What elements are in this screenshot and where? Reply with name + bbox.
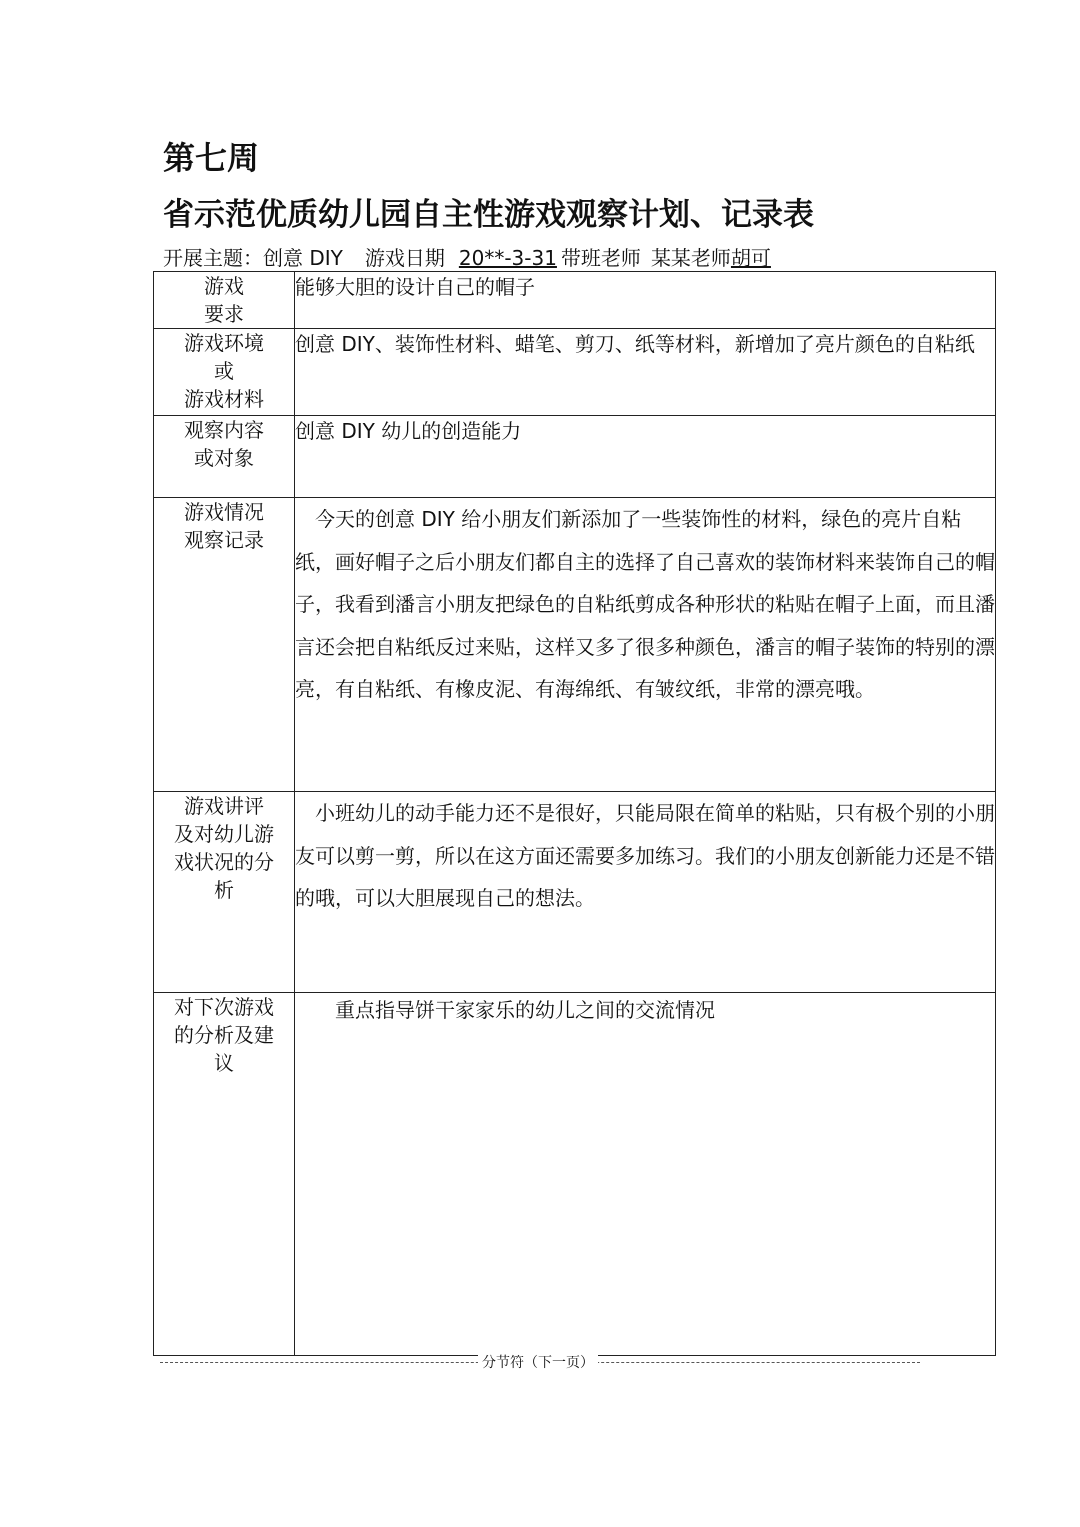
info-line (163, 244, 771, 272)
observation-table (153, 271, 996, 1356)
row-label (154, 792, 295, 993)
teacher-name-underlined: 胡可 (730, 246, 771, 270)
section-break-label: 分节符（下一页） (478, 1354, 598, 1372)
content-text: 能够大胆的设计自己的帽子 (295, 275, 535, 299)
label-text: 对下次游戏 的分析及建 议 (174, 995, 274, 1075)
table-row (154, 792, 996, 993)
table-row (154, 993, 996, 1356)
row-label (154, 329, 295, 416)
label-text: 游戏情况 观察记录 (184, 500, 264, 552)
label-text: 观察内容 或对象 (184, 418, 264, 470)
row-content (295, 993, 996, 1356)
row-content (295, 272, 996, 329)
row-label (154, 993, 295, 1356)
row-content (295, 329, 996, 416)
row-label (154, 416, 295, 498)
row-content (295, 416, 996, 498)
theme-label: 开展主题：创意 DIY (163, 246, 343, 270)
document-title: 省示范优质幼儿园自主性游戏观察计划、记录表 (163, 197, 814, 233)
table-row (154, 416, 996, 498)
content-text: 重点指导饼干家家乐的幼儿之间的交流情况 (335, 998, 715, 1022)
date-label: 游戏日期 (364, 246, 445, 270)
content-text: 小班幼儿的动手能力还不是很好，只能局限在简单的粘贴，只有极个别的小朋友可以剪一剪，所以在这方面还需要多加练习。我们的小朋友创新能力还是不错的哦，可以大胆展现自己的想法。 (295, 801, 995, 910)
row-label (154, 498, 295, 792)
week-heading: 第七周 (163, 139, 260, 177)
teacher-label: 带班老师 (560, 246, 641, 270)
row-content (295, 792, 996, 993)
date-value: 20**-3-31 (458, 246, 557, 270)
teacher-value: 某某老师 (650, 246, 731, 270)
row-label (154, 272, 295, 329)
label-text: 游戏讲评 及对幼儿游 戏状况的分 析 (174, 794, 274, 902)
label-text: 游戏环境 或 游戏材料 (184, 331, 264, 411)
content-text: 创意 DIY、装饰性材料、蜡笔、剪刀、纸等材料，新增加了亮片颜色的自粘纸 (295, 332, 975, 356)
table-row (154, 272, 996, 329)
content-text: 创意 DIY 幼儿的创造能力 (295, 419, 522, 443)
table-row (154, 329, 996, 416)
table-row (154, 498, 996, 792)
row-content (295, 498, 996, 792)
label-text: 游戏 要求 (204, 274, 244, 326)
content-text: 今天的创意 DIY 给小朋友们新添加了一些装饰性的材料，绿色的亮片自粘纸，画好帽子之后小朋友们都自主的选择了自己喜欢的装饰材料来装饰自己的帽子，我看到潘言小朋友把绿色的自粘纸剪成各种形状的粘贴在帽子上面，而且潘言还会把自粘纸反过来贴，这样又多了很多种颜色，潘言的帽子装饰的特别的漂亮，有自粘纸、有橡皮泥、有海绵纸、有皱纹纸，非常的漂亮哦。 (295, 507, 995, 701)
